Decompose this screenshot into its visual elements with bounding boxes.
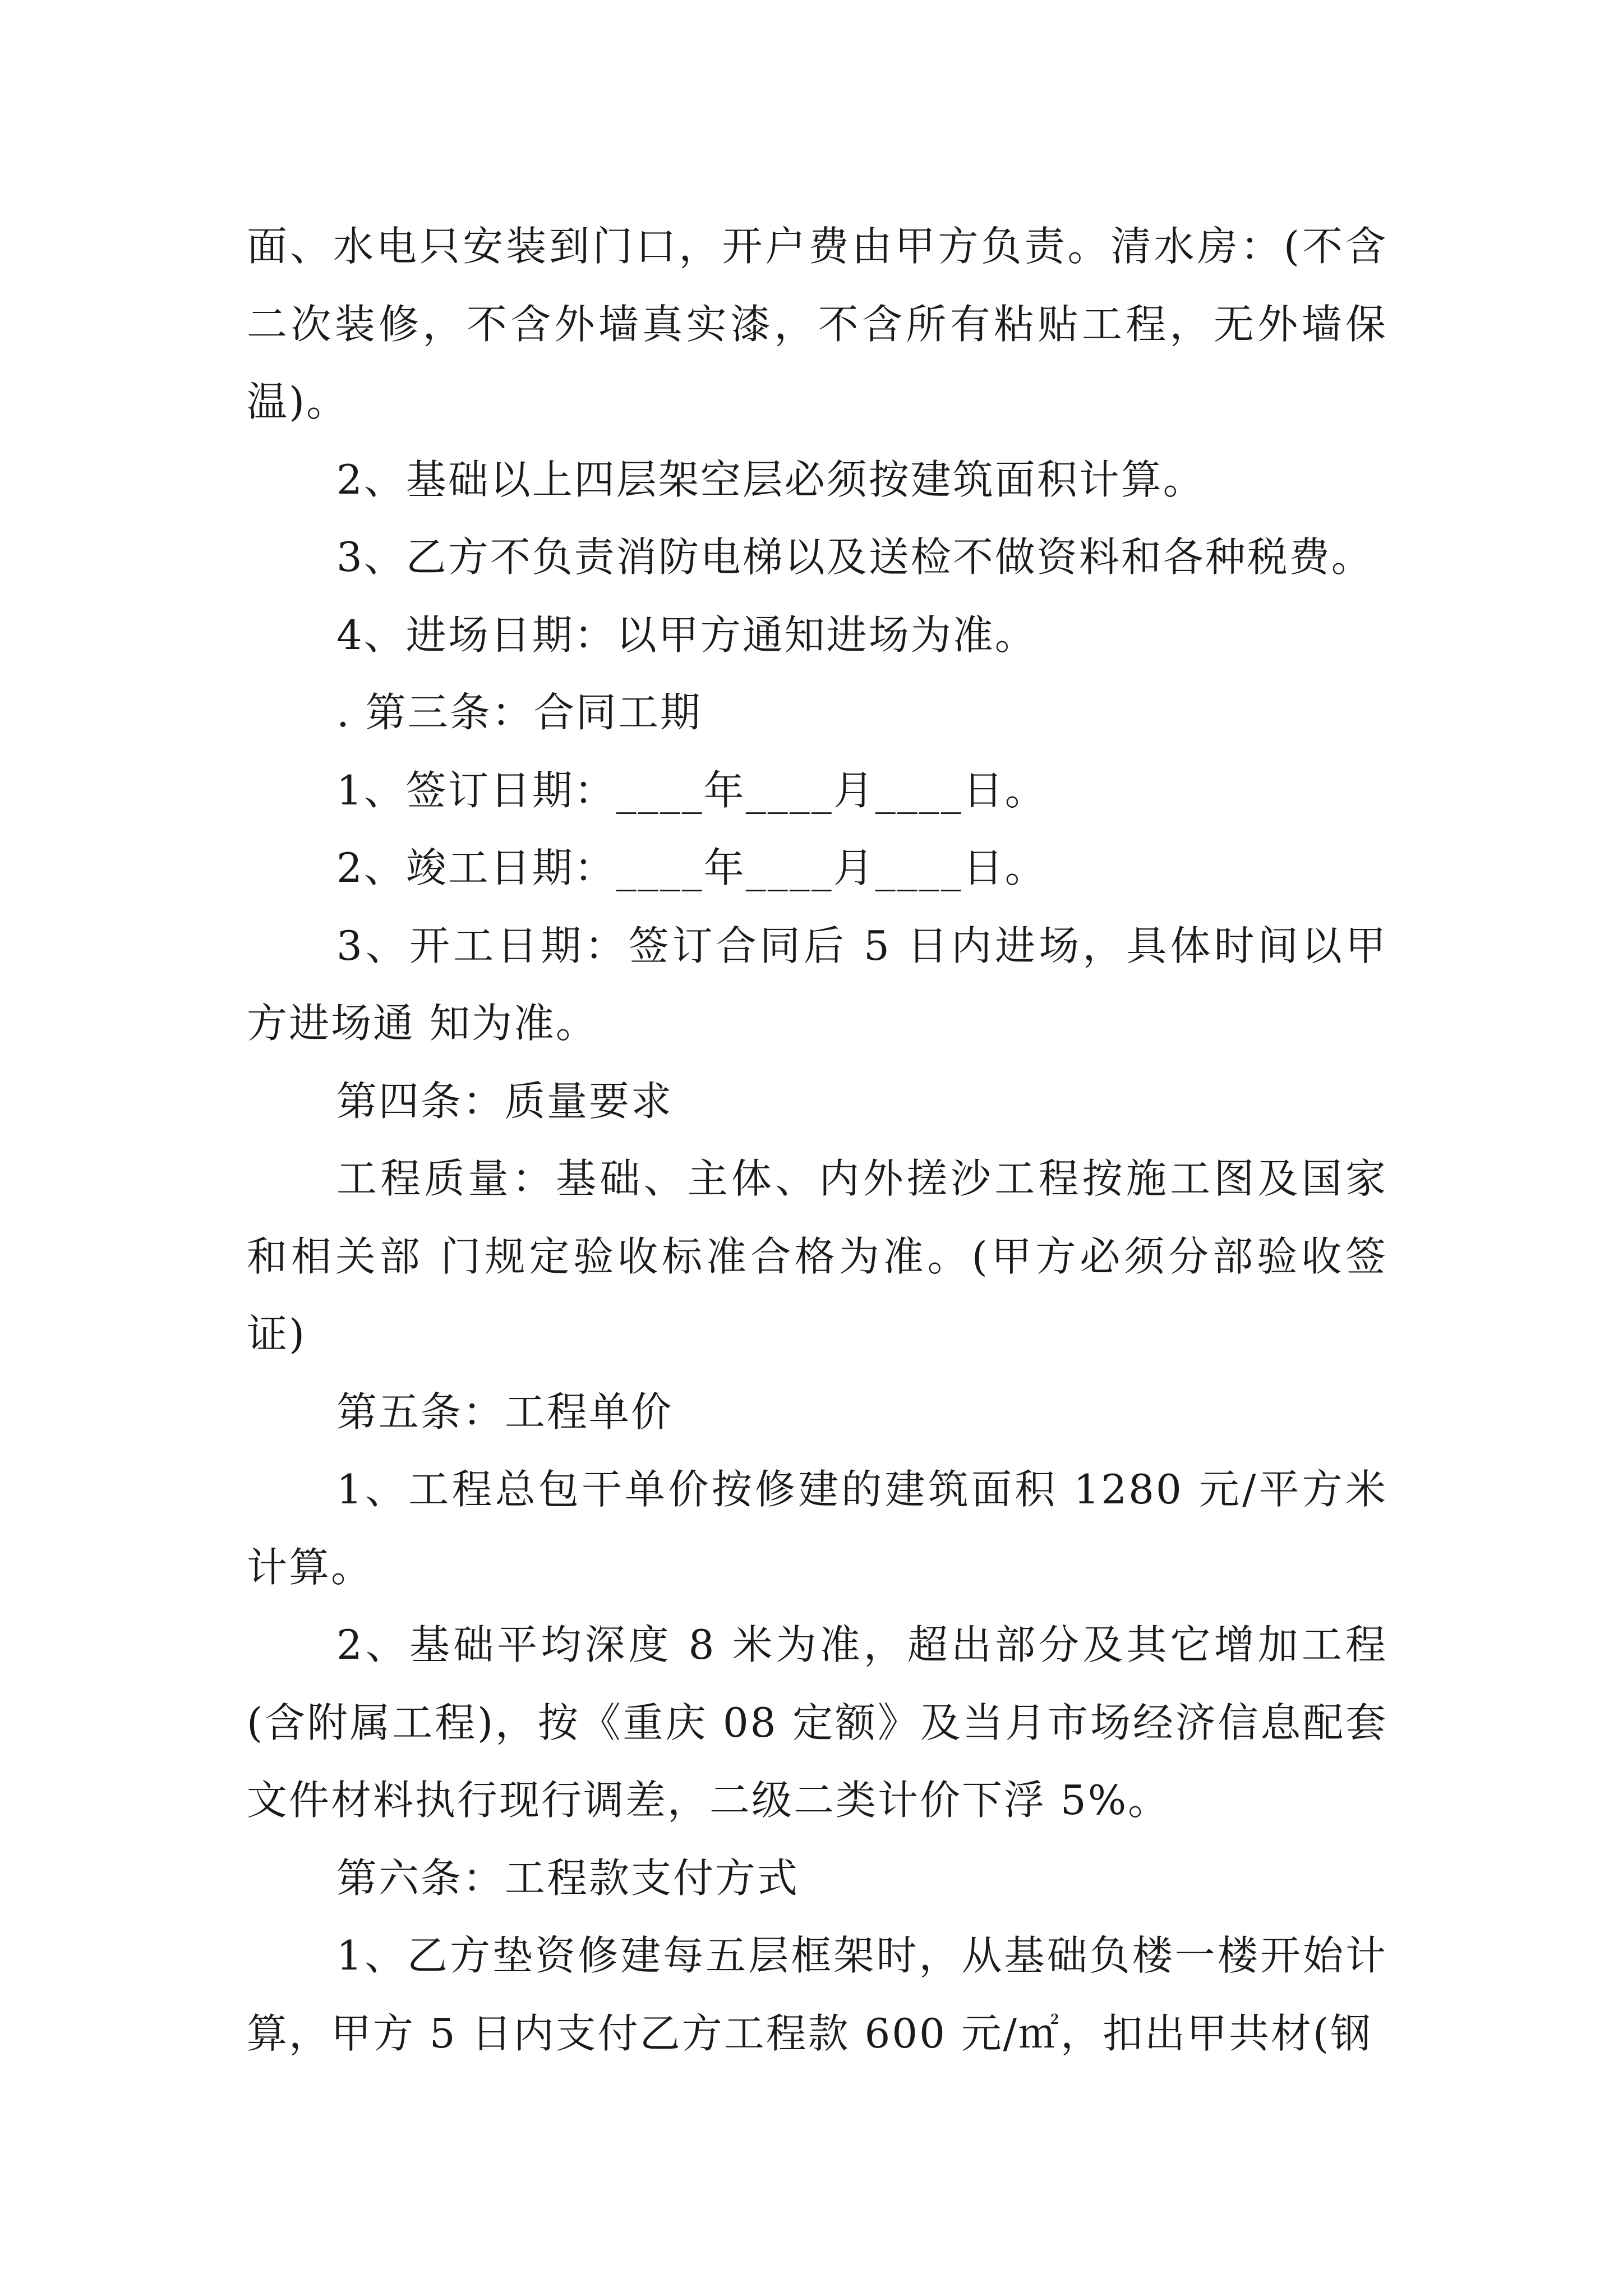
- paragraph-item-3-exclusions: 3、乙方不负责消防电梯以及送检不做资料和各种税费。: [336, 533, 1373, 581]
- paragraph-completion-date: 2、竣工日期：____年____月____日。: [336, 844, 1047, 891]
- contract-body: [247, 208, 1387, 2072]
- paragraph-utilities-note: 面、水电只安装到门口，开户费由甲方负责。清水房：(不含二次装修，不含外墙真实漆，不含所有粘贴工程，无外墙保温)。: [247, 223, 1387, 425]
- section-heading-article-4: 第四条：质量要求: [336, 1077, 674, 1125]
- paragraph-payment-terms: 1、乙方垫资修建每五层框架时，从基础负楼一楼开始计算，甲方 5 日内支付乙方工程款 600 元/㎡，扣出甲共材(钢: [247, 1932, 1387, 2057]
- paragraph-signing-date: 1、签订日期：____年____月____日。: [336, 766, 1047, 814]
- section-heading-article-3: . 第三条：合同工期: [336, 689, 702, 736]
- paragraph-foundation-depth: 2、基础平均深度 8 米为准，超出部分及其它增加工程(含附属工程)，按《重庆 08 定额》及当月市场经济信息配套文件材料执行现行调差，二级二类计价下浮 5%。: [247, 1621, 1387, 1824]
- paragraph-quality: 工程质量：基础、主体、内外搓沙工程按施工图及国家和相关部 门规定验收标准合格为准。(甲方必须分部验收签证): [247, 1155, 1387, 1358]
- paragraph-item-4-entry-date: 4、进场日期：以甲方通知进场为准。: [336, 611, 1037, 659]
- section-heading-article-6: 第六条：工程款支付方式: [336, 1854, 800, 1902]
- paragraph-item-2-stilt-floor: 2、基础以上四层架空层必须按建筑面积计算。: [336, 455, 1205, 503]
- section-heading-article-5: 第五条：工程单价: [336, 1388, 674, 1435]
- paragraph-unit-price: 1、工程总包干单价按修建的建筑面积 1280 元/平方米计算。: [247, 1466, 1387, 1591]
- paragraph-start-date: 3、开工日期：签订合同后 5 日内进场，具体时间以甲方进场通 知为准。: [247, 922, 1387, 1047]
